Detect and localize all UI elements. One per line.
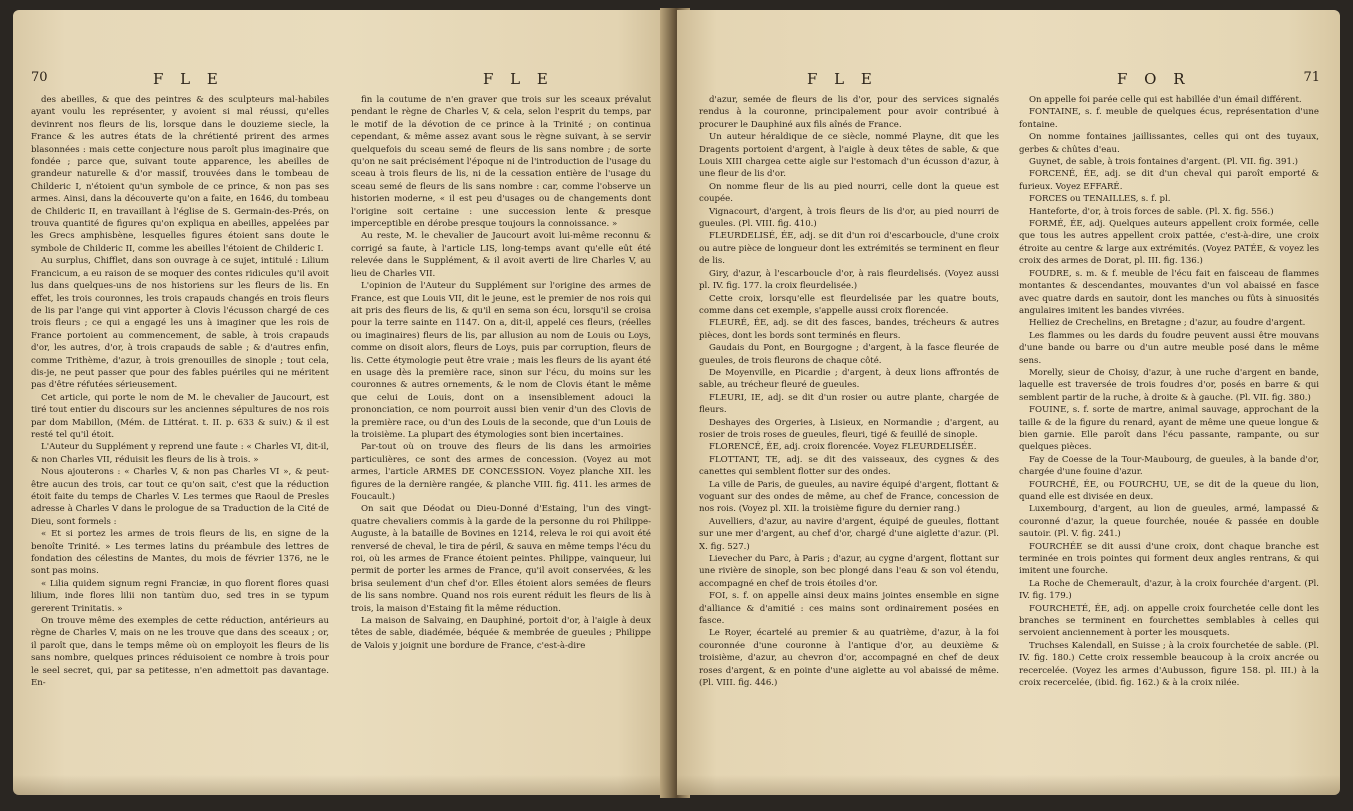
paragraph: Morelly, sieur de Choisy, d'azur, à une ruche d'argent en bande, laquelle est traversée de trois foudres d'or, posés en barre & qui semblent partir de la ruche, à droite & à gauche. (Pl. VII. fig. 380.)	[1019, 367, 1319, 403]
paragraph: FORMÉ, ÉE, adj. Quelques auteurs appellent croix formée, celle que tous les autres appellent croix pattée, c'est-à-dire, une croix étroite au centre & large aux extrémités. (Voyez PATÉE, & voyez les croix des armes de Dorat, pl. III. fig. 136.)	[1019, 219, 1319, 267]
paragraph: Fay de Coesse de la Tour-Maubourg, de gueules, à la bande d'or, chargée d'une fouine d'azur.	[1019, 454, 1319, 478]
paragraph: FLEURI, IE, adj. se dit d'un rosier ou autre plante, chargée de fleurs.	[699, 392, 999, 416]
paragraph: FONTAINE, s. f. meuble de quelques écus, représentation d'une fontaine.	[1019, 107, 1319, 130]
page-number-right: 71	[1303, 70, 1320, 85]
paragraph: « Lilia quidem signum regni Franciæ, in quo florent flores quasi lilium, inde flores lilii non tantùm duo, sed tres in se typum gererent Trinitatis. »	[31, 578, 329, 614]
paragraph: FLOTTANT, TE, adj. se dit des vaisseaux, des cygnes & des canettes qui semblent flotter sur des ondes.	[699, 454, 999, 478]
left-column-1	[31, 94, 329, 690]
paragraph: Au reste, M. le chevalier de Jaucourt avoit lui-même reconnu & corrigé sa faute, à l'article LIS, long-temps avant qu'elle eût été relevée dans le Supplément, & il avoit averti de lire Charles V, au lieu de Charles VII.	[351, 231, 651, 279]
right-column-1	[699, 94, 999, 690]
page-number-left: 70	[31, 70, 48, 85]
paragraph: Le Royer, écartelé au premier & au quatrième, d'azur, à la foi couronnée d'une couronne à l'antique d'or, au deuxième & troisième, d'azur, au chevron d'or, accompagné en chef de deux roses d'argent, & en pointe d'une aiglette au vol abaissé de même. (Pl. VIII. fig. 446.)	[699, 628, 999, 689]
right-header-left: F L E	[807, 70, 878, 88]
paragraph: Lievecher du Parc, à Paris ; d'azur, au cygne d'argent, flottant sur une rivière de sinople, son bec plongé dans l'eau & son vol étendu, accompagné en chef de trois étoiles d'or.	[699, 554, 999, 589]
paragraph: Vignacourt, d'argent, à trois fleurs de lis d'or, au pied nourri de gueules. (Pl. VIII. fig. 410.)	[699, 206, 999, 230]
left-header-right: F L E	[483, 70, 554, 88]
right-page	[677, 10, 1340, 795]
paragraph: Gaudais du Pont, en Bourgogne ; d'argent, à la fasce fleurée de gueules, de trois fleurons de chaque côté.	[699, 343, 999, 366]
paragraph: d'azur, semée de fleurs de lis d'or, pour des services signalés rendus à la couronne, principalement pour avoir contribué à procurer le Dauphiné aux fils aînés de France.	[699, 95, 999, 130]
paragraph: des abeilles, & que des peintres & des sculpteurs mal-habiles ayant voulu les représenter, y avoient si mal réussi, qu'elles devinrent nos fleurs de lis, lorsque dans le douzieme siecle, la France & les autres états de la chrétienté prirent des armes blasonnées : mais cette conjecture nous paroît plus imaginaire que fondée ; parce que, suivant toute apparence, les abeilles de grandeur naturelle & d'or massif, trouvées dans le tombeau de Childeric I, n'étoient qu'un symbole de ce prince, & non pas ses armes. Ainsi, dans la découverte qu'on a faite, en 1646, du tombeau de Childeric II, en travaillant à l'église de S. Germain-des-Prés, on trouva quantité de figures qu'on expliqua en abeilles, appelées par les Grecs amphisbène, lesquelles figures étoient sans doute le symbole de Childeric II, comme les abeilles l'étoient de Childeric I.	[31, 95, 329, 254]
paragraph: FLORENCÉ, ÉE, adj. croix florencée. Voyez FLEURDELISÉE.	[709, 442, 977, 453]
paragraph: Luxembourg, d'argent, au lion de gueules, armé, lampassé & couronné d'azur, la queue fourchée, nouée & passée en double sautoir. (Pl. V. fig. 241.)	[1019, 504, 1319, 540]
right-column-2	[1019, 94, 1319, 690]
left-page	[13, 10, 670, 795]
paragraph: On sait que Déodat ou Dieu-Donné d'Estaing, l'un des vingt-quatre chevaliers commis à la garde de la personne du roi Philippe-Auguste, à la bataille de Bovines en 1214, releva le roi qui avoit été renversé de cheval, le tira de péril, & sauva en même temps l'écu du roi, où les armes de France étoient peintes. Philippe, vainqueur, lui permit de porter les armes de France, qu'il avoit conservées, & les brisa seulement d'un chef d'or. Elles étoient alors semées de fleurs de lis sans nombre. Quand nos rois eurent réduit les fleurs de lis à trois, la maison d'Estaing fit la même réduction.	[351, 504, 652, 614]
paragraph: L'Auteur du Supplément y reprend une faute : « Charles VI, dit-il, & non Charles VII, réduisit les fleurs de lis à trois. »	[31, 442, 329, 465]
paragraph: On nomme fleur de lis au pied nourri, celle dont la queue est coupée.	[699, 181, 999, 205]
paragraph: FORCES ou TENAILLES, s. f. pl.	[1029, 194, 1171, 205]
left-header-left: F L E	[153, 70, 224, 88]
paragraph: La ville de Paris, de gueules, au navire équipé d'argent, flottant & voguant sur des ondes de même, au chef de France, concession de nos rois. (Voyez pl. XII. la troisième figure du dernier rang.)	[699, 479, 999, 515]
paragraph: Hanteforte, d'or, à trois forces de sable. (Pl. X. fig. 556.)	[1029, 206, 1274, 217]
paragraph: Nous ajouterons : « Charles V, & non pas Charles VI », & peut-être aucun des trois, car tout ce qu'on sait, c'est que la réduction étoit faite du temps de Charles V. Les termes que Raoul de Presles adresse à Charles V dans le prologue de sa Traduction de la Cité de Dieu, sont formels :	[31, 467, 329, 527]
paragraph: Truchses Kalendall, en Suisse ; à la croix fourchetée de sable. (Pl. IV. fig. 180.) Cette croix ressemble beaucoup à la croix ancrée ou recercelée. (Voyez les armes d'Aubusson, figure 158. pl. III.) à la croix recercelée, (ibid. fig. 162.) & à la croix nilée.	[1019, 640, 1319, 689]
paragraph: « Et si portez les armes de trois fleurs de lis, en signe de la benoîte Trinité. » Les termes latins du préambule des lettres de fondation des célestins de Mantes, du mois de février 1376, ne le sont pas moins.	[31, 529, 329, 577]
paragraph: FOUDRE, s. m. & f. meuble de l'écu fait en faisceau de flammes montantes & descendantes, mouvantes d'un vol abaissé en fasce avec quatre dards en sautoir, dont les manches ou fûts à sinuosités angulaires imitent les bandes vivrées.	[1019, 268, 1319, 316]
paragraph: FOI, s. f. on appelle ainsi deux mains jointes ensemble en signe d'alliance & d'amitié : ces mains sont ordinairement posées en fasce.	[699, 591, 999, 627]
paragraph: FOURCHÉE se dit aussi d'une croix, dont chaque branche est terminée en trois pointes qui forment deux angles rentrans, & qui imitent une fourche.	[1019, 541, 1319, 577]
paragraph: Un auteur héraldique de ce siècle, nommé Playne, dit que les Dragents portoient d'argent, à l'aigle à deux têtes de sable, & que Louis XIII chargea cette aigle sur l'estomach d'un écusson d'azur, à une fleur de lis d'or.	[699, 132, 999, 180]
paragraph: FLEURDELISÉ, ÉE, adj. se dit d'un roi d'escarboucle, d'une croix ou autre pièce de longueur dont les extrémités se terminent en fleur de lis.	[699, 231, 999, 267]
paragraph: Cette croix, lorsqu'elle est fleurdelisée par les quatre bouts, comme dans cet exemple, s'appelle aussi croix florencée.	[699, 293, 999, 316]
paragraph: fin la coutume de n'en graver que trois sur les sceaux prévalut pendant le règne de Charles V, & cela, selon l'esprit du temps, par le motif de la dévotion de ce prince à la Trinité ; on continua cependant, & même assez avant sous le règne suivant, à se servir quelquefois du sceau semé de fleurs de lis sans nombre ; de sorte qu'on ne sait précisément l'époque ni de l'introduction de l'usage du sceau à trois fleurs de lis, ni de la cessation entière de l'usage du sceau semé de fleurs de lis sans nombre : car, comme l'observe un historien moderne, « il est peu d'usages ou de changements dont l'origine soit certaine : une succession lente & presque imperceptible en dérobe presque toujours la connoissance. »	[351, 95, 651, 230]
paragraph: FLEURÉ, ÉE, adj. se dit des fasces, bandes, trécheurs & autres pièces, dont les bords sont terminés en fleurs.	[699, 318, 999, 341]
paragraph: Giry, d'azur, à l'escarboucle d'or, à rais fleurdelisés. (Voyez aussi pl. IV. fig. 177. la croix fleurdelisée.)	[699, 268, 999, 292]
paragraph: La maison de Salvaing, en Dauphiné, portoit d'or, à l'aigle à deux têtes de sable, diadémée, béquée & membrée de gueules ; Philippe de Valois y joignit une bordure de France, c'est-à-dire	[351, 616, 651, 651]
paragraph: Guynet, de sable, à trois fontaines d'argent. (Pl. VII. fig. 391.)	[1029, 157, 1299, 168]
paragraph: Helliez de Crechelins, en Bretagne ; d'azur, au foudre d'argent.	[1029, 318, 1306, 329]
paragraph: FOURCHETÉ, ÉE, adj. on appelle croix fourchetée celle dont les branches se terminent en fourchettes semblables à celles qui servoient anciennement à porter les mousquets.	[1019, 603, 1319, 639]
left-column-2	[351, 94, 651, 652]
open-book	[5, 0, 1348, 811]
paragraph: FOURCHÉ, ÉE, ou FOURCHU, UE, se dit de la queue du lion, quand elle est divisée en deux.	[1019, 479, 1319, 502]
paragraph: De Moyenville, en Picardie ; d'argent, à deux lions affrontés de sable, au trécheur fleuré de gueules.	[699, 367, 999, 391]
paragraph: La Roche de Chemerault, d'azur, à la croix fourchée d'argent. (Pl. IV. fig. 179.)	[1019, 578, 1319, 602]
paragraph: Deshayes des Orgeries, à Lisieux, en Normandie ; d'argent, au rosier de trois roses de gueules, fleuri, tigé & feuillé de sinople.	[699, 417, 999, 440]
paragraph: Cet article, qui porte le nom de M. le chevalier de Jaucourt, est tiré tout entier du discours sur les anciennes sépultures de nos rois par dom Mabillon, (Mém. de Littérat. t. II. p. 633 & suiv.) & il est resté tel qu'il étoit.	[31, 392, 329, 440]
paragraph: Par-tout où on trouve des fleurs de lis dans les armoiries particulières, ce sont des armes de concession. (Voyez au mot armes, l'article ARMES DE CONCESSION. Voyez planche XII. les figures de la dernière rangée, & planche VIII. fig. 411. les armes de Foucault.)	[351, 442, 651, 502]
paragraph: On trouve même des exemples de cette réduction, antérieurs au règne de Charles V, mais on ne les trouve que dans des sceaux ; or, il paroît que, dans le temps même où on employoit les fleurs de lis sans nombre, quelques princes réduisoient ce nombre à trois pour le seel secret, qui, par sa petitesse, n'en admettoit pas davantage. En-	[31, 616, 329, 689]
right-header-right: F O R	[1117, 70, 1191, 88]
paragraph: On nomme fontaines jaillissantes, celles qui ont des tuyaux, gerbes & chûtes d'eau.	[1019, 132, 1319, 155]
paragraph: FOUINE, s. f. sorte de martre, animal sauvage, approchant de la taille & de la figure du renard, ayant de même une queue longue & bien garnie. Elle paroît dans l'écu passante, rampante, ou sur quelques pièces.	[1019, 405, 1319, 453]
paragraph: FORCENÉ, ÉE, adj. se dit d'un cheval qui paroît emporté & furieux. Voyez EFFARÉ.	[1019, 169, 1319, 192]
paragraph: Auvelliers, d'azur, au navire d'argent, équipé de gueules, flottant sur une mer d'argent, au chef d'or, chargé d'une aiglette d'azur. (Pl. X. fig. 527.)	[699, 516, 999, 552]
paragraph: Les flammes ou les dards du foudre peuvent aussi être mouvans d'une bande ou barre ou d'un autre meuble posé dans le même sens.	[1019, 330, 1319, 366]
paragraph: L'opinion de l'Auteur du Supplément sur l'origine des armes de France, est que Louis VII, dit le jeune, est le premier de nos rois qui ait pris des fleurs de lis, & qu'il en sema son écu, lorsqu'il se croisa pour la terre sainte en 1147. On a, dit-il, appelé ces fleurs, (réelles ou imaginaires) fleurs de lis, par allusion au nom de Louis ou Loys, comme on disoit alors, fleurs de Loys, puis par corruption, fleurs de lis. Cette étymologie peut être vraie ; mais les fleurs de lis ayant été en usage dès la première race, sinon sur l'écu, du moins sur les couronnes & autres ornements, & le nom de Clovis étant le même que celui de Louis, dont on a insensiblement adouci la prononciation, ce nom pourroit aussi bien venir d'un des Clovis de la première race, ou d'un des Louis de la seconde, que d'un Louis de la troisième. La plupart des étymologies sont bien incertaines.	[351, 281, 651, 440]
paragraph: On appelle foi parée celle qui est habillée d'un émail différent.	[1029, 95, 1302, 105]
paragraph: Au surplus, Chifflet, dans son ouvrage à ce sujet, intitulé : Lilium Francicum, a eu raison de se moquer des contes ridicules qu'il avoit lus dans quelques-uns de nos historiens sur les fleurs de lis. En effet, les trois couronnes, les trois crapauds changés en trois fleurs de lis par l'ange qui vint apporter à Clovis l'écusson chargé de ces trois fleurs ; ce qui a engagé les uns à imaginer que les rois de France portoient au commencement, de sable, à trois crapauds d'or, les autres, d'or, à trois crapauds de sable ; & d'autres enfin, comme Trithème, d'azur, à trois grenouilles de sinople ; tout cela, dis-je, ne peut passer que pour des fables puériles qui ne méritent pas d'être réfutées sérieusement.	[31, 256, 329, 391]
